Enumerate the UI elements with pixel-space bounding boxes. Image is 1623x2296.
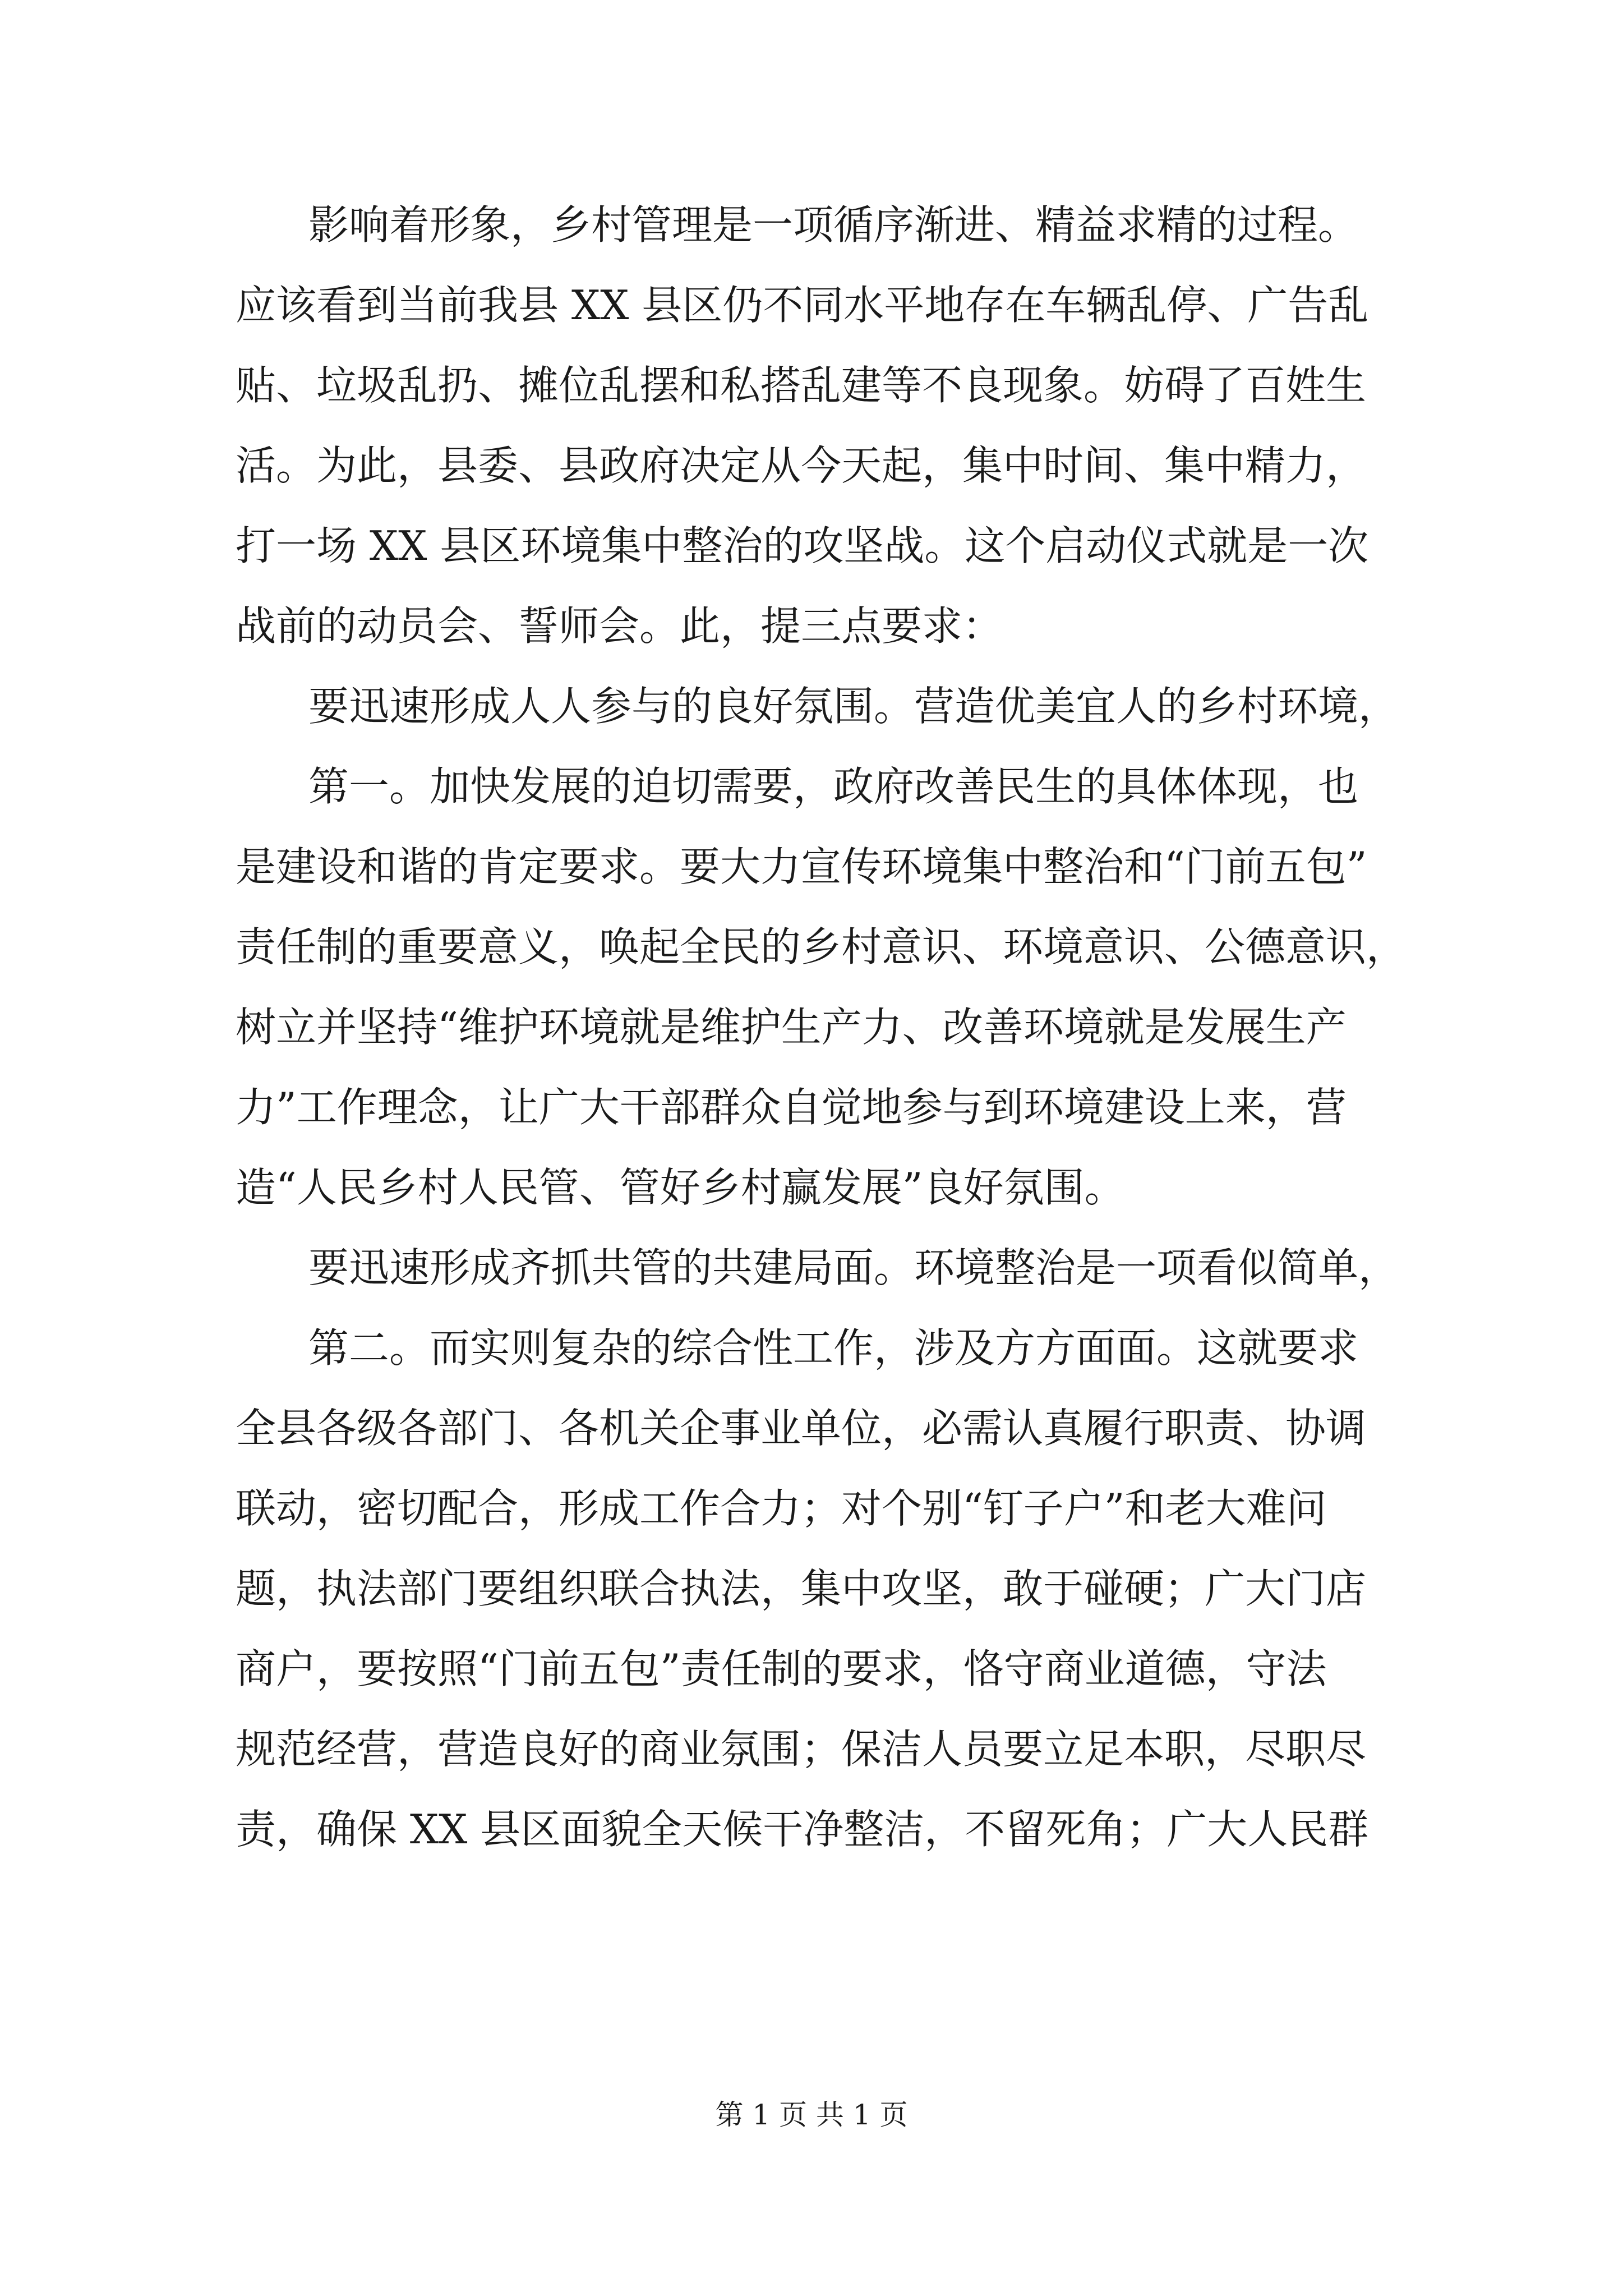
text-line: 造“人民乡村人民管、管好乡村赢发展”良好氛围。 bbox=[236, 1164, 1125, 1211]
text-line: 树立并坚持“维护环境就是维护生产力、改善环境就是发展生产 bbox=[236, 1004, 1347, 1051]
text-line: 战前的动员会、誓师会。此，提三点要求： bbox=[236, 602, 1003, 650]
text-line: 第二。而实则复杂的综合性工作，涉及方方面面。这就要求 bbox=[308, 1324, 1359, 1372]
text-line: 要迅速形成人人参与的良好氛围。营造优美宜人的乡村环境， bbox=[308, 683, 1399, 730]
text-line: 规范经营，营造良好的商业氛围；保洁人员要立足本职，尽职尽 bbox=[236, 1726, 1367, 1773]
text-line: 力”工作理念，让广大干部群众自觉地参与到环境建设上来，营 bbox=[236, 1084, 1347, 1131]
text-line: 活。为此，县委、县政府决定从今天起，集中时间、集中精力， bbox=[236, 442, 1367, 489]
text-line: 影响着形象，乡村管理是一项循序渐进、精益求精的过程。 bbox=[308, 201, 1359, 249]
text-line: 贴、垃圾乱扔、摊位乱摆和私搭乱建等不良现象。妨碍了百姓生 bbox=[236, 362, 1367, 409]
text-line: 联动，密切配合，形成工作合力；对个别“钉子户”和老大难问 bbox=[236, 1485, 1327, 1532]
text-line: 要迅速形成齐抓共管的共建局面。环境整治是一项看似简单， bbox=[308, 1244, 1399, 1291]
text-line: 责任制的重要意义，唤起全民的乡村意识、环境意识、公德意识， bbox=[236, 923, 1407, 970]
text-line: 全县各级各部门、各机关企事业单位，必需认真履行职责、协调 bbox=[236, 1405, 1367, 1452]
page-footer: 第 1 页 共 1 页 bbox=[715, 2099, 908, 2131]
text-line: 第一。加快发展的迫切需要，政府改善民生的具体体现，也 bbox=[308, 763, 1359, 810]
text-line: 是建设和谐的肯定要求。要大力宣传环境集中整治和“门前五包” bbox=[236, 843, 1367, 890]
text-line: 商户，要按照“门前五包”责任制的要求，恪守商业道德，守法 bbox=[236, 1645, 1327, 1692]
text-line: 打一场 XX 县区环境集中整治的攻坚战。这个启动仪式就是一次 bbox=[236, 522, 1369, 569]
body-text bbox=[236, 185, 1419, 1870]
text-line: 责，确保 XX 县区面貌全天候干净整洁，不留死角；广大人民群 bbox=[236, 1806, 1369, 1853]
text-line: 应该看到当前我县 XX 县区仍不同水平地存在车辆乱停、广告乱 bbox=[236, 282, 1369, 329]
text-line: 题，执法部门要组织联合执法，集中攻坚，敢于碰硬；广大门店 bbox=[236, 1565, 1367, 1612]
